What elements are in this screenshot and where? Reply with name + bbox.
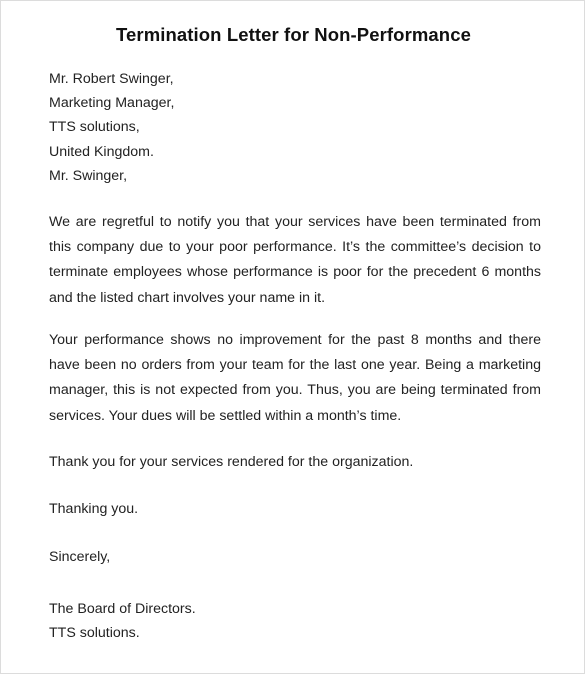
body-paragraph-2: Your performance shows no improvement for the past 8 months and there have been no orders from your team for the last one year. Being a marketing manager, this is not expected from you. Thus, you are being terminated from services. Your dues will be settled within a month’s time. <box>49 332 541 424</box>
body-paragraph-3: Thank you for your services rendered for the organization. <box>49 454 414 470</box>
closing-line: Sincerely, <box>49 549 111 565</box>
letter-title: Termination Letter for Non-Performance <box>115 24 471 45</box>
recipient-company: TTS solutions, <box>49 119 140 136</box>
salutation: Mr. Swinger, <box>49 167 128 184</box>
signature-sender: The Board of Directors. <box>49 601 196 617</box>
signature-company: TTS solutions. <box>49 625 140 641</box>
recipient-country: United Kingdom. <box>49 143 154 160</box>
signature-block <box>49 597 196 645</box>
recipient-address <box>49 67 174 188</box>
thanking-line: Thanking you. <box>49 501 139 517</box>
recipient-name: Mr. Robert Swinger, <box>49 71 174 87</box>
recipient-position: Marketing Manager, <box>49 95 175 112</box>
body-paragraph-1: We are regretful to notify you that your services have been terminated from this company due to your poor performance. It’s the committee’s decision to terminate employees whose performance is poor for the precedent 6 months and the listed chart involves your name in it. <box>49 214 541 306</box>
